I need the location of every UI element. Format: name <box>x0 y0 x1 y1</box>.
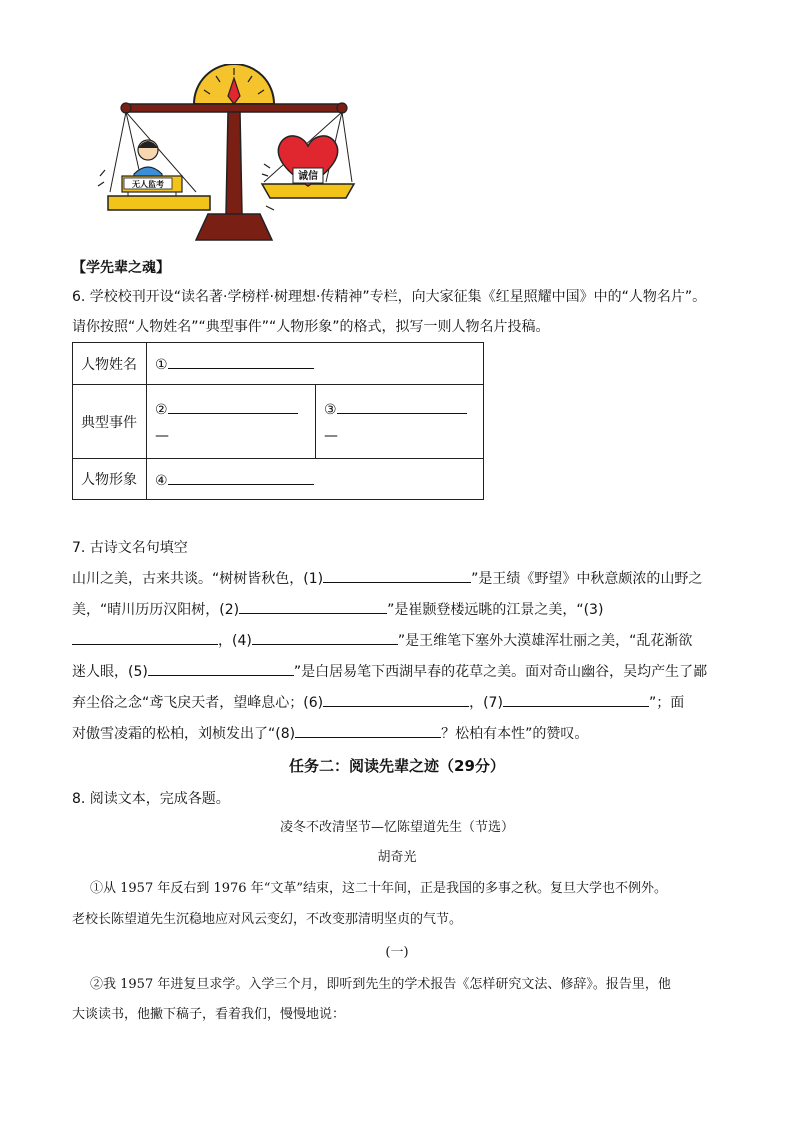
answer-blank-q7-7[interactable] <box>503 692 649 707</box>
scale-pole <box>226 112 242 214</box>
answer-blank-q7-1[interactable] <box>323 568 471 583</box>
answer-blank-q7-8[interactable] <box>295 723 441 738</box>
article-title: 凌冬不改清坚节—忆陈望道先生（节选） <box>279 820 514 835</box>
table-row <box>73 385 484 459</box>
q7-line4: 迷人眼，(5) ”是白居易笔下西湖早春的花草之美。面对奇山幽谷，吴均产生了鄙 <box>72 661 707 682</box>
dash-b: — <box>324 428 338 444</box>
left-pan <box>108 196 210 210</box>
character-card-table <box>72 342 484 500</box>
right-pan-label: 诚信 <box>298 171 318 182</box>
q7-line5: 弃尘俗之念“鸢飞戾天者，望峰息心；(6) ，(7) ”；面 <box>72 692 684 713</box>
left-pan-label: 无人监考 <box>132 180 164 189</box>
answer-blank-4[interactable] <box>168 470 314 485</box>
table-row <box>73 343 484 385</box>
blank-marker-1: ① <box>155 357 168 373</box>
q7-line2: 美，“晴川历历汉阳树，(2) ”是崔颢登楼远眺的江景之美，“(3) <box>72 599 603 620</box>
event-label-cell: 典型事件 <box>73 385 147 459</box>
event-answer-cell-a[interactable] <box>147 385 316 459</box>
task2-heading: 任务二：阅读先辈之迹（29分） <box>289 757 505 775</box>
image-answer-cell[interactable] <box>147 459 484 500</box>
q7-line6: 对傲雪凌霜的松柏，刘桢发出了“(8) ？松柏有本性”的赞叹。 <box>72 723 588 744</box>
q8-intro: 8. 阅读文本，完成各题。 <box>72 791 230 807</box>
blank-marker-4: ④ <box>155 472 168 489</box>
answer-blank-2[interactable] <box>168 399 298 414</box>
answer-blank-q7-5[interactable] <box>148 661 294 676</box>
table-row <box>73 459 484 500</box>
blank-marker-3: ③ <box>324 402 337 418</box>
q7-line3: ，(4) ”是王维笔下塞外大漠雄浑壮丽之美，“乱花渐欲 <box>72 630 692 651</box>
section-mark: (一) <box>385 945 409 960</box>
answer-blank-q7-4[interactable] <box>252 630 398 645</box>
paragraph-1-line2: 老校长陈望道先生沉稳地应对风云变幻，不改变那清明坚贞的气节。 <box>72 912 463 927</box>
section-label: 【学先辈之魂】 <box>72 260 170 276</box>
answer-blank-q7-6[interactable] <box>323 692 469 707</box>
answer-blank-1[interactable] <box>168 354 314 369</box>
answer-blank-q7-2[interactable] <box>239 599 387 614</box>
paragraph-2-line2: 大谈读书，他撇下稿子，看着我们，慢慢地说： <box>72 1007 346 1022</box>
article-author: 胡奇光 <box>377 850 417 865</box>
paragraph-2-line1: ②我 1957 年进复旦求学。入学三个月，即听到先生的学术报告《怎样研究文法、修辞》。报告里，他 <box>90 977 671 992</box>
balance-scale-illustration <box>96 64 366 244</box>
event-answer-cell-b[interactable] <box>316 385 484 459</box>
name-answer-cell[interactable] <box>147 343 484 385</box>
answer-blank-3[interactable] <box>337 399 467 414</box>
image-label-cell: 人物形象 <box>73 459 147 500</box>
q6-prompt-line1: 6. 学校校刊开设“读名著·学榜样·树理想·传精神”专栏，向大家征集《红星照耀中国》中的“人物名片”。 <box>72 289 707 305</box>
name-label-cell: 人物姓名 <box>73 343 147 385</box>
blank-marker-2: ② <box>155 402 168 418</box>
q7-line1: 山川之美，古来共谈。“树树皆秋色，(1) ”是王绩《野望》中秋意颇浓的山野之 <box>72 568 702 589</box>
q6-prompt-line2: 请你按照“人物姓名”“典型事件”“人物形象”的格式，拟写一则人物名片投稿。 <box>72 319 550 335</box>
dash-a: — <box>155 428 169 444</box>
paragraph-1-line1: ①从 1957 年反右到 1976 年“文革”结束，这二十年间，正是我国的多事之秋。复旦大学也不例外。 <box>90 881 667 896</box>
answer-blank-q7-3[interactable] <box>72 630 218 645</box>
scale-beam <box>126 104 342 112</box>
q7-title: 7. 古诗文名句填空 <box>72 540 188 556</box>
scale-base <box>196 214 272 240</box>
